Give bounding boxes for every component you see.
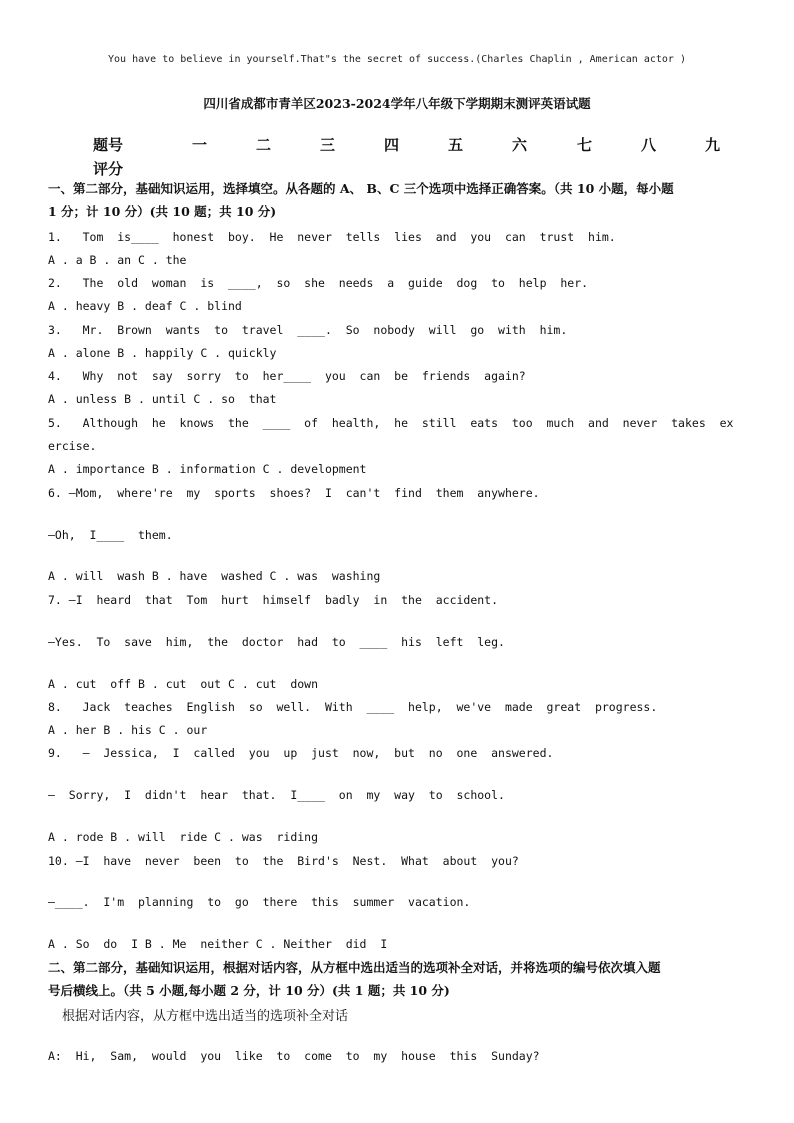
score-table-col-9: 九	[705, 136, 721, 154]
section2-heading-line2: 号后横线上。（共 5 小题,每小题 2 分，计 10 分）(共 1 题；共 10 分)	[48, 983, 450, 998]
options-5: A . importance B . information C . development	[48, 462, 367, 476]
question-9-reply: — Sorry, I didn't hear that. I____ on my way to school.	[48, 788, 505, 802]
options-10: A . So do I B . Me neither C . Neither did I	[48, 937, 388, 951]
section2-heading-line1: 二、第二部分，基础知识运用，根据对话内容，从方框中选出适当的选项补全对话，并将选项的编号依次填入题	[48, 960, 661, 975]
options-9: A . rode B . will ride C . was riding	[48, 830, 319, 844]
score-table-col-4: 四	[384, 136, 400, 154]
header-motto: You have to believe in yourself.That"s the secret of success.(Charles Chaplin , American actor )	[108, 54, 686, 65]
page-title: 四川省成都市青羊区2023-2024学年八年级下学期期末测评英语试题	[203, 96, 591, 111]
section1-heading-line2: 1 分；计 10 分）(共 10 题；共 10 分)	[48, 204, 277, 219]
question-6: 6. —Mom, where're my sports shoes? I can't find them anywhere.	[48, 486, 540, 500]
question-4: 4. Why not say sorry to her____ you can be friends again?	[48, 369, 526, 383]
options-3: A . alone B . happily C . quickly	[48, 346, 277, 360]
options-1: A . a B . an C . the	[48, 253, 187, 267]
section1-heading	[48, 177, 748, 223]
question-6-reply: —Oh, I____ them.	[48, 528, 173, 542]
score-table-col-1: 一	[192, 136, 208, 154]
section2-instruction: 根据对话内容，从方框中选出适当的选项补全对话	[62, 1009, 349, 1024]
options-7: A . cut off B . cut out C . cut down	[48, 677, 319, 691]
dialog-line-1: A: Hi, Sam, would you like to come to my house this Sunday?	[48, 1049, 540, 1063]
question-5-continued: ercise.	[48, 439, 97, 453]
question-10-reply: —____. I'm planning to go there this summer vacation.	[48, 895, 471, 909]
question-7-reply: —Yes. To save him, the doctor had to ____ his left leg.	[48, 635, 505, 649]
score-table-question-label: 题号	[93, 136, 124, 154]
question-1: 1. Tom is____ honest boy. He never tells lies and you can trust him.	[48, 230, 616, 244]
question-9: 9. — Jessica, I called you up just now, but no one answered.	[48, 746, 554, 760]
score-table-header	[0, 134, 794, 154]
question-2: 2. The old woman is ____, so she needs a guide dog to help her.	[48, 276, 589, 290]
section1-heading-line1: 一、第二部分，基础知识运用，选择填空。从各题的 A、 B、C 三个选项中选择正确答案。（共 10 小题，每小题	[48, 181, 674, 196]
score-table-col-3: 三	[320, 136, 336, 154]
options-6: A . will wash B . have washed C . was washing	[48, 569, 381, 583]
options-4: A . unless B . until C . so that	[48, 392, 277, 406]
score-table-col-5: 五	[448, 136, 464, 154]
question-5: 5. Although he knows the ____ of health, he still eats too much and never takes ex	[48, 416, 734, 430]
options-2: A . heavy B . deaf C . blind	[48, 299, 242, 313]
question-3: 3. Mr. Brown wants to travel ____. So nobody will go with him.	[48, 323, 568, 337]
score-table-col-7: 七	[577, 136, 593, 154]
question-7: 7. —I heard that Tom hurt himself badly in the accident.	[48, 593, 499, 607]
section2-heading	[48, 956, 748, 1002]
score-table-score-label: 评分	[93, 160, 124, 178]
score-table-col-8: 八	[641, 136, 657, 154]
score-table-col-6: 六	[512, 136, 528, 154]
options-8: A . her B . his C . our	[48, 723, 208, 737]
question-10: 10. —I have never been to the Bird's Nest. What about you?	[48, 854, 519, 868]
score-table-col-2: 二	[256, 136, 272, 154]
question-8: 8. Jack teaches English so well. With ____ help, we've made great progress.	[48, 700, 658, 714]
